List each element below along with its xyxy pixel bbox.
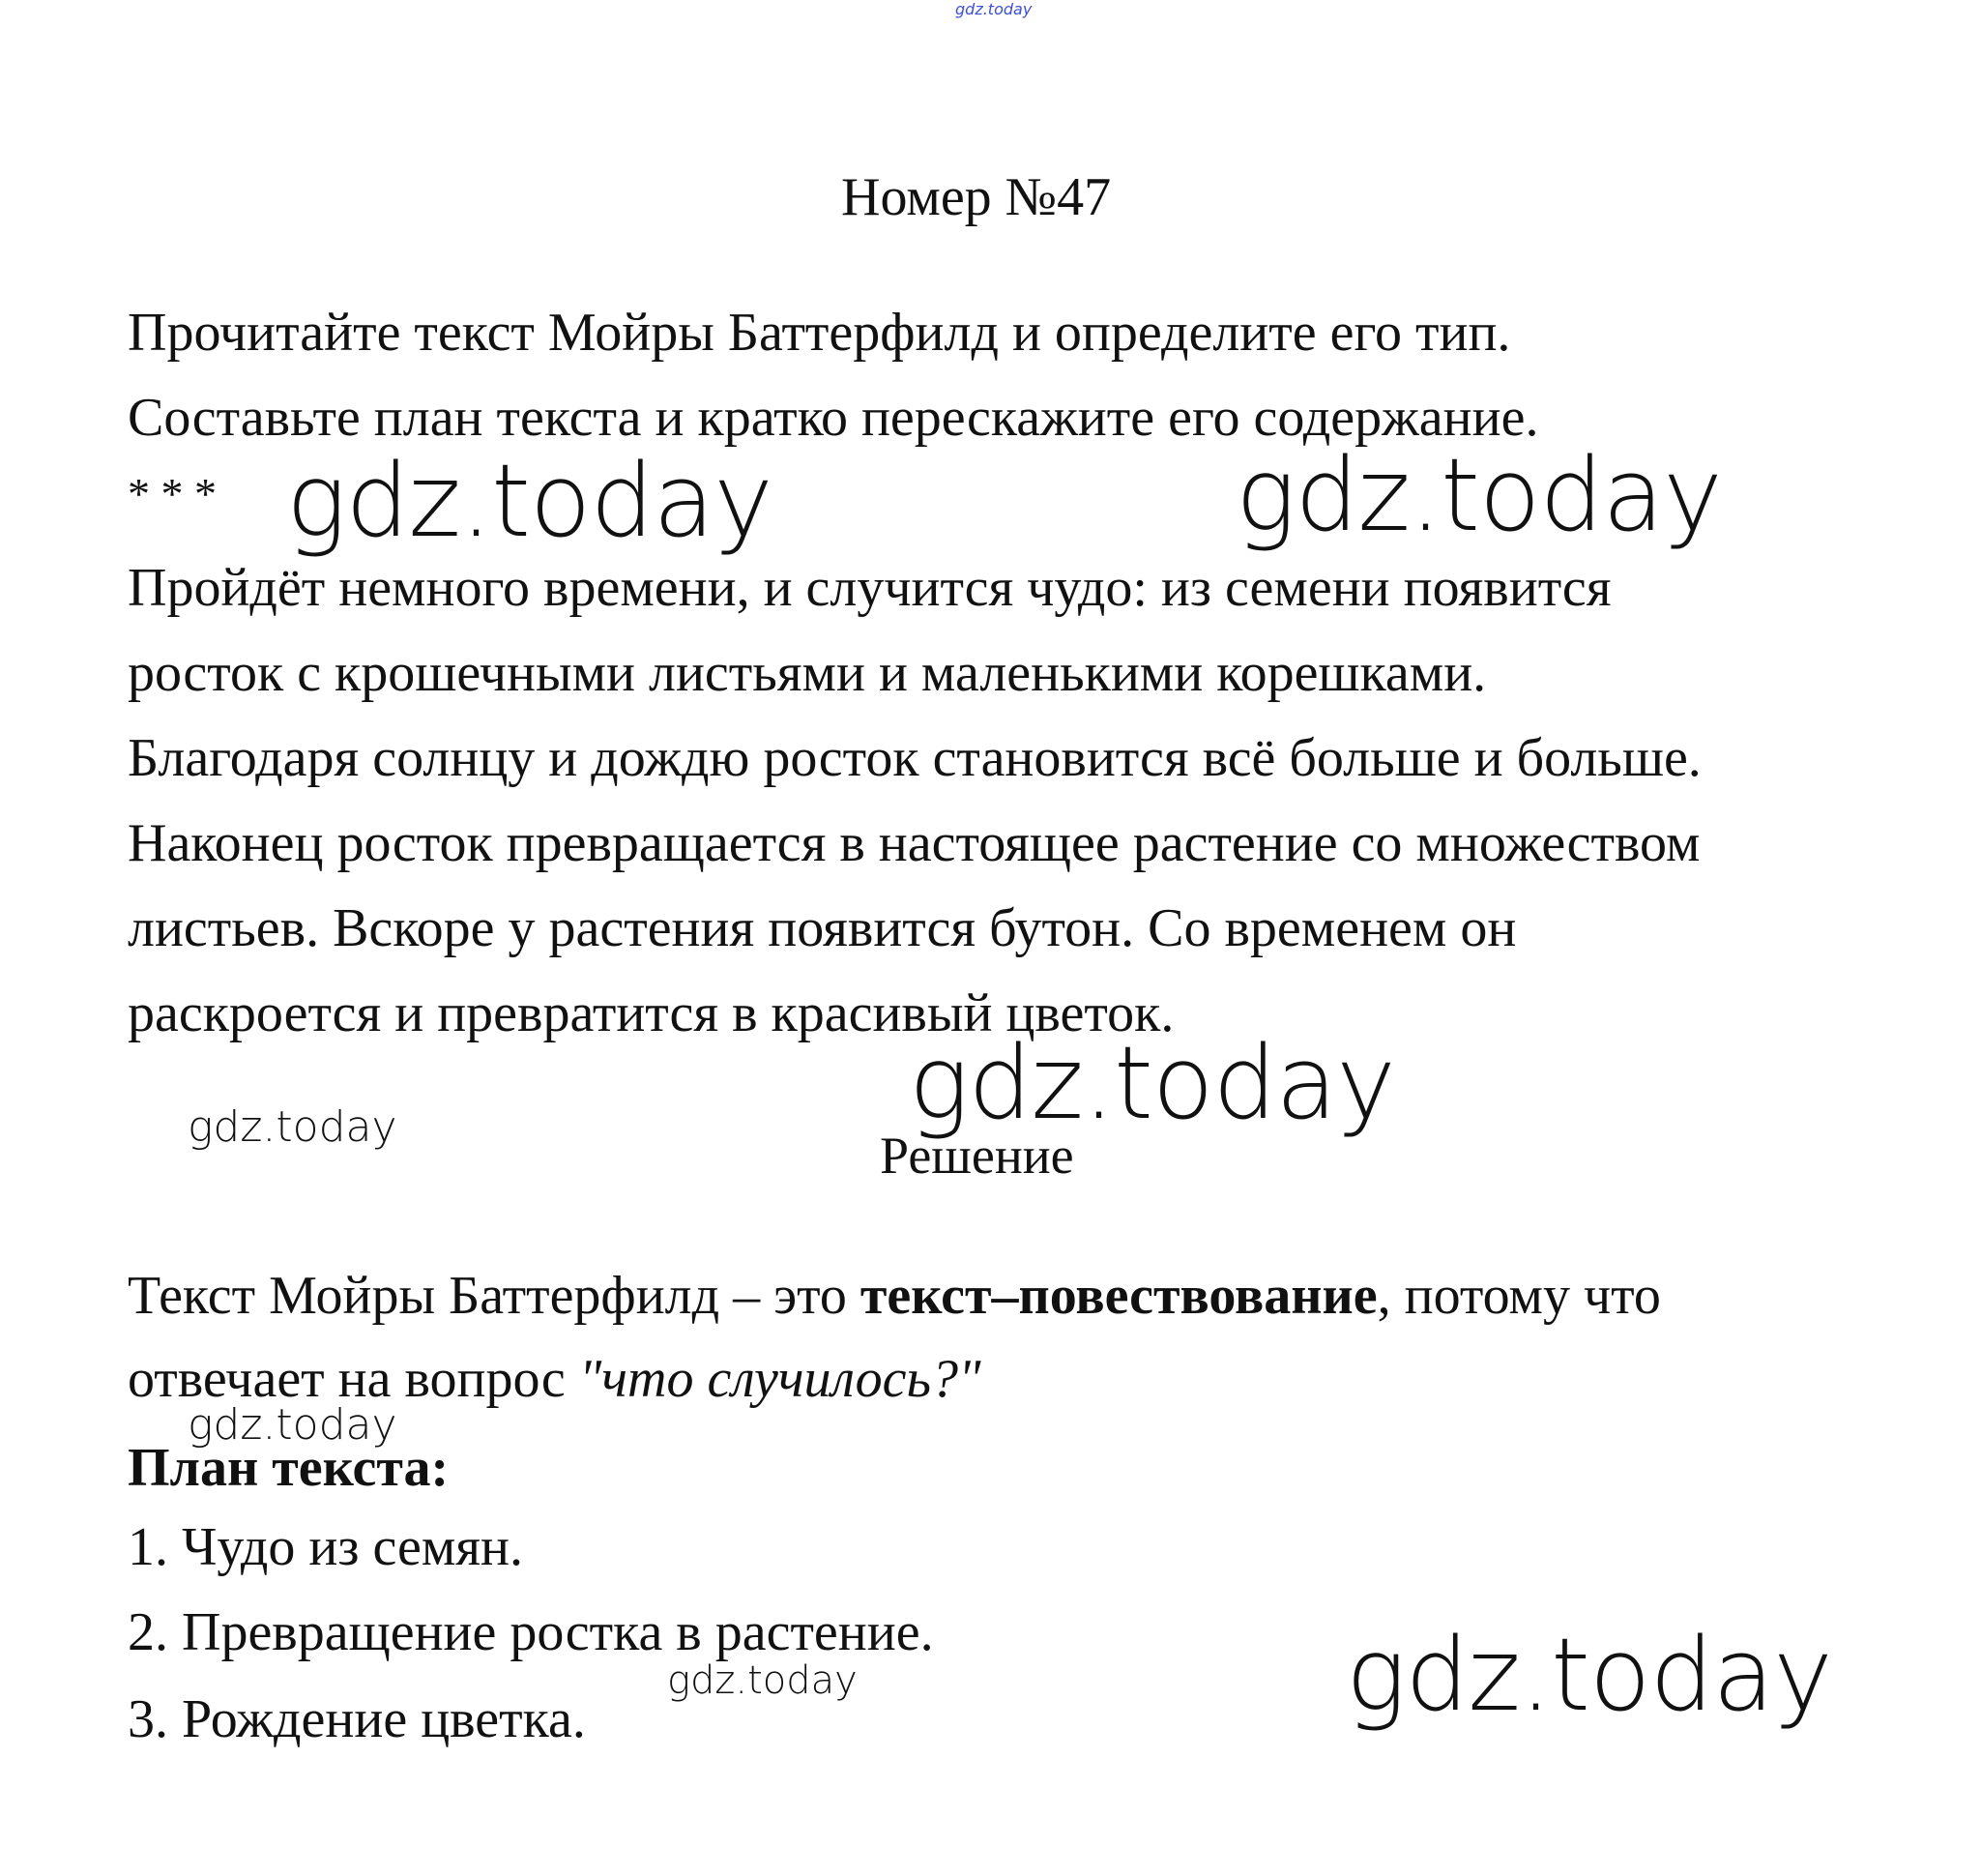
story-line-4: Наконец росток превращается в настоящее растение со множеством: [128, 813, 1701, 873]
answer-text-type: текст–повествование: [859, 1266, 1378, 1326]
watermark-mid-2: gdz.today: [188, 1400, 397, 1450]
answer-text-end: , потому что: [1377, 1266, 1661, 1326]
answer-line-2-prefix: отвечает на вопрос: [128, 1349, 579, 1409]
story-line-2: росток с крошечными листьями и маленькими корешками.: [128, 643, 1487, 703]
stars-separator: * * *: [128, 469, 217, 518]
plan-heading: План текста:: [128, 1438, 450, 1498]
watermark-mid-1: gdz.today: [188, 1102, 397, 1152]
watermark-mid-3: gdz.today: [667, 1658, 858, 1703]
task-line-1: Прочитайте текст Мойры Баттерфилд и определите его тип.: [128, 303, 1511, 363]
answer-text-start: Текст Мойры Баттерфилд – это: [128, 1266, 860, 1326]
plan-item-2: 2. Превращение ростка в растение.: [128, 1602, 934, 1662]
page-title: Номер №47: [841, 167, 1112, 227]
watermark-big-1: gdz.today: [286, 442, 772, 560]
task-line-2: Составьте план текста и кратко перескажите его содержание.: [128, 388, 1539, 448]
story-line-1: Пройдёт немного времени, и случится чудо: из семени появится: [128, 558, 1612, 618]
watermark-top: gdz.today: [955, 0, 1033, 18]
plan-item-1: 1. Чудо из семян.: [128, 1517, 524, 1577]
story-line-6: раскроется и превратится в красивый цветок.: [128, 983, 1175, 1043]
watermark-big-2: gdz.today: [1236, 436, 1722, 554]
answer-question: "что случилось?": [578, 1349, 981, 1409]
answer-line-1: [128, 1266, 1661, 1326]
plan-item-3: 3. Рождение цветка.: [128, 1689, 586, 1749]
watermark-big-4: gdz.today: [1346, 1616, 1832, 1734]
watermark-big-3: gdz.today: [909, 1024, 1395, 1142]
story-line-3: Благодаря солнцу и дождю росток становится всё больше и больше.: [128, 728, 1702, 788]
answer-line-2: [128, 1349, 981, 1409]
story-line-5: листьев. Вскоре у растения появится бутон. Со временем он: [128, 898, 1517, 958]
solution-heading: Решение: [880, 1127, 1074, 1185]
